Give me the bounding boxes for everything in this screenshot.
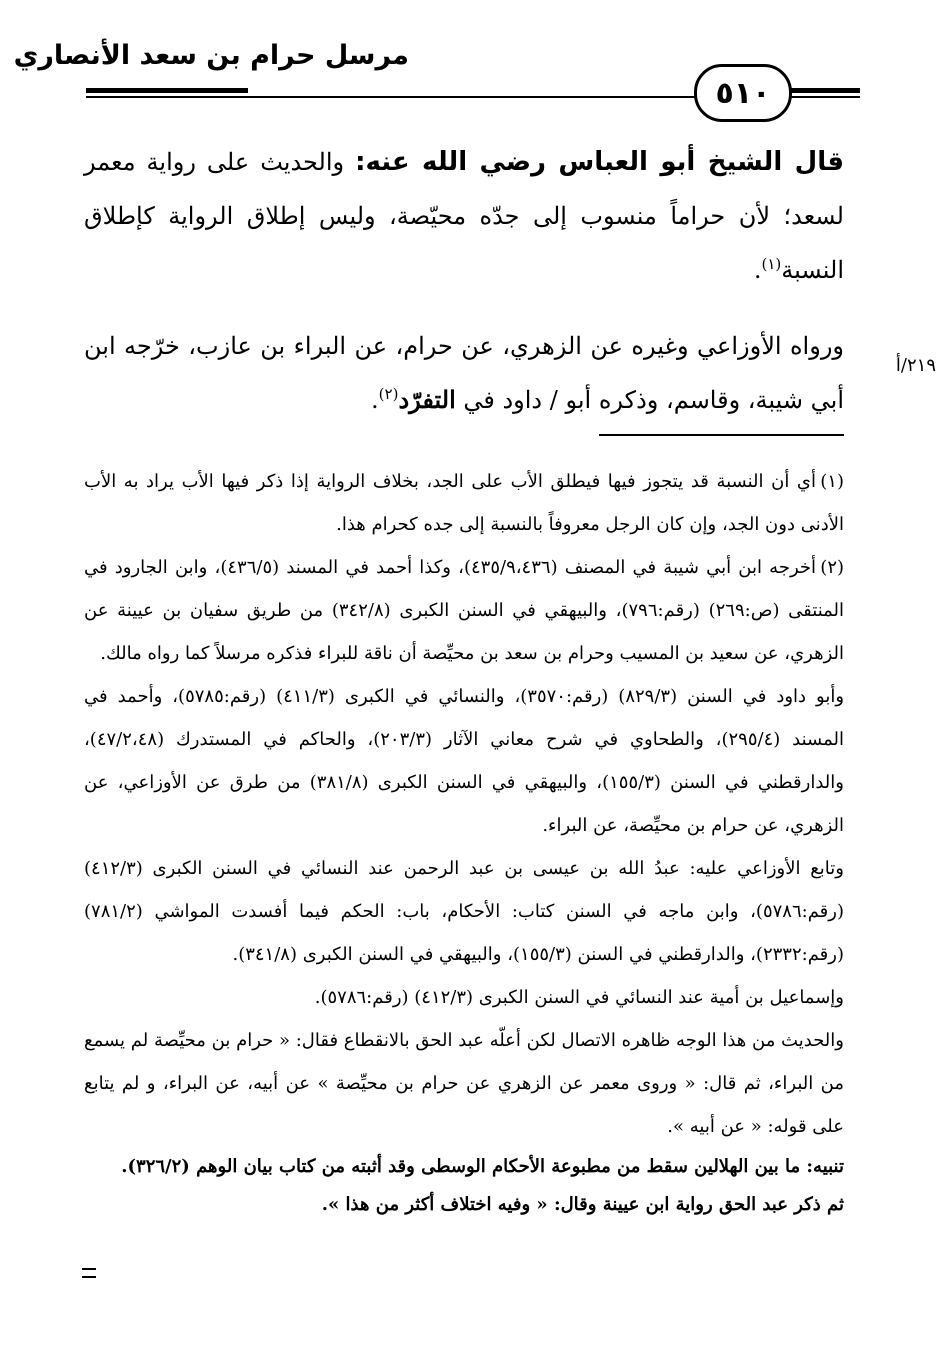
paragraph-2: ورواه الأوزاعي وغيره عن الزهري، عن حرام، عن البراء بن عازب، خرّجه ابن أبي شيبة، وقاسم، وذكره أبو / داود في التفرّد$^{(٢)}$. xyxy=(84,332,844,414)
running-header-title: مرسل حرام بن سعد الأنصاري xyxy=(13,40,409,71)
page-number-badge: ٥١٠ xyxy=(694,64,792,122)
footnote-number: (٢) xyxy=(820,557,845,578)
footnote-paragraph: وأبو داود في السنن (٨٢٩/٣) (رقم:٣٥٧٠)، والنسائي في الكبرى (٤١١/٣) (رقم:٥٧٨٥)، وأحمد في المسند (٢٩٥/٤)، والطحاوي في شرح معاني الآثار (٢٠٣/٣)، والحاكم في المستدرك (٤٧/٢،٤٨)، والدارقطني في السنن (١٥٥/٣)، والبيهقي في السنن الكبرى (٣٨١/٨) من طرق عن الأوزاعي، عن الزهري، عن حرام بن محيِّصة، عن البراء. xyxy=(84,686,845,836)
footnote-1 xyxy=(84,460,844,546)
manuscript-folio-ref: ٢١٩/أ xyxy=(895,355,936,376)
main-text xyxy=(84,135,844,427)
footnote-separator xyxy=(599,434,844,436)
footnote-paragraph: وإسماعيل بن أمية عند النسائي في السنن الكبرى (٤١٢/٣) (رقم:٥٧٨٦). xyxy=(314,987,844,1008)
footnote-paragraph: وتابع الأوزاعي عليه: عبدُ الله بن عيسى بن عبد الرحمن عند النسائي في السنن الكبرى (٤١٢/٣) (رقم:٥٧٨٦)، وابن ماجه في السنن كتاب: الأحكام، باب: الحكم فيما أفسدت المواشي (٧٨١/٢) (رقم:٢٣٣٢)، والدارقطني في السنن (١٥٥/٣)، والبيهقي في السنن الكبرى (٣٤١/٨). xyxy=(84,858,844,965)
footnote-ref-1[interactable]: (١) xyxy=(761,255,782,273)
book-title-bold: التفرّد xyxy=(398,385,456,414)
footnote-2 xyxy=(84,546,844,675)
footnotes xyxy=(84,460,844,1224)
footnote-text: أخرجه ابن أبي شيبة في المصنف (٤٣٥/٩،٤٣٦)، وكذا أحمد في المسند (٤٣٦/٥)، وابن الجارود في المنتقى (ص:٢٦٩) (رقم:٧٩٦)، والبيهقي في السنن الكبرى (٣٤٢/٨) من طريق سفيان بن عيينة عن الزهري، عن سعيد بن المسيب وحرام بن سعد بن محيِّصة أن ناقة للبراء فذكره مرسلاً كما رواه مالك. xyxy=(84,557,845,664)
continuation-mark xyxy=(82,1268,96,1278)
footnote-paragraph: والحديث من هذا الوجه ظاهره الاتصال لكن أعلّه عبد الحق بالانقطاع فقال: « حرام بن محيِّصة لم يسمع من البراء، ثم قال: « وروى معمر عن الزهري عن حرام بن محيِّصة » عن أبيه، عن البراء، و لم يتابع على قوله: « عن أبيه ». xyxy=(84,1030,844,1137)
footnote-ref-2[interactable]: (٢) xyxy=(378,385,399,403)
footnote-text: أي أن النسبة قد يتجوز فيها فيطلق الأب على الجد، بخلاف الرواية إذا ذكر فيها الأب يراد به الأب الأدنى دون الجد، وإن كان الرجل معروفاً بالنسبة إلى جده كحرام هذا. xyxy=(84,471,844,535)
paragraph-1: قال الشيخ أبو العباس رضي الله عنه: والحديث على رواية معمر لسعد؛ لأن حراماً منسوب إلى جدّه محيّصة، وليس إطلاق الرواية كإطلاق النسبة$^{(١)}$. xyxy=(84,147,844,284)
header-rule-right xyxy=(790,88,860,93)
header-rule xyxy=(86,88,248,93)
footnote-paragraph: ثم ذكر عبد الحق رواية ابن عيينة وقال: « وفيه اختلاف أكثر من هذا ». xyxy=(321,1194,844,1215)
paragraph-lead: قال الشيخ أبو العباس رضي الله عنه: xyxy=(355,147,844,177)
paragraph-text: ورواه الأوزاعي وغيره عن الزهري، عن حرام، عن البراء بن عازب، خرّجه ابن أبي شيبة، وقاسم، وذكره أبو / داود في xyxy=(84,332,844,414)
footnote-note: تنبيه: ما بين الهلالين سقط من مطبوعة الأحكام الوسطى وقد أثبته من كتاب بيان الوهم (٣٢٦/٢). xyxy=(121,1156,844,1177)
paragraph-text: والحديث على رواية معمر لسعد؛ لأن حراماً منسوب إلى جدّه محيّصة، وليس إطلاق الرواية كإطلاق النسبة xyxy=(84,148,844,284)
footnote-number: (١) xyxy=(820,471,844,492)
